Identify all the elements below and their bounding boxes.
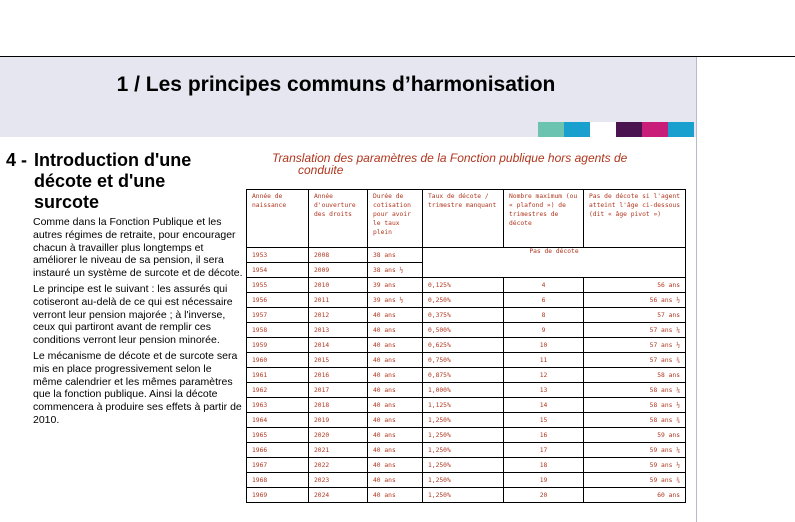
cell-pas-de-decote: Pas de décote — [423, 248, 686, 278]
cell-age-pivot: 59 ans ½ — [584, 458, 686, 473]
cell-annee-ouverture: 2020 — [309, 428, 368, 443]
cell-duree-cotisation: 40 ans — [368, 353, 423, 368]
cell-nombre-maximum: 6 — [504, 293, 584, 308]
cell-taux-decote: 0,125% — [423, 278, 504, 293]
cell-age-pivot: 60 ans — [584, 488, 686, 503]
cell-age-pivot: 57 ans ¼ — [584, 323, 686, 338]
cell-duree-cotisation: 39 ans — [368, 278, 423, 293]
cell-duree-cotisation: 40 ans — [368, 308, 423, 323]
cell-annee-ouverture: 2023 — [309, 473, 368, 488]
cell-age-pivot: 58 ans ¼ — [584, 383, 686, 398]
cell-taux-decote: 1,250% — [423, 443, 504, 458]
cell-nombre-maximum: 19 — [504, 473, 584, 488]
cell-taux-decote: 1,250% — [423, 428, 504, 443]
table-row — [247, 323, 686, 338]
cell-nombre-maximum: 16 — [504, 428, 584, 443]
table-caption-line-1: Translation des paramètres de la Fonction publique hors agents de — [272, 151, 628, 165]
cell-taux-decote: 1,125% — [423, 398, 504, 413]
table-row — [247, 308, 686, 323]
table-row — [247, 368, 686, 383]
table-caption — [272, 152, 692, 176]
cell-nombre-maximum: 10 — [504, 338, 584, 353]
table-row — [247, 473, 686, 488]
slide-title: 1 / Les principes communs d’harmonisation — [116, 73, 556, 96]
cell-taux-decote: 0,375% — [423, 308, 504, 323]
cell-annee-ouverture: 2019 — [309, 413, 368, 428]
header-annee-naissance: Année de naissance — [247, 190, 309, 248]
cell-age-pivot: 59 ans ¾ — [584, 473, 686, 488]
cell-taux-decote: 1,000% — [423, 383, 504, 398]
cell-annee-naissance: 1965 — [247, 428, 309, 443]
cell-annee-naissance: 1967 — [247, 458, 309, 473]
cell-age-pivot: 58 ans ¾ — [584, 413, 686, 428]
table-header-row — [247, 190, 686, 248]
cell-annee-ouverture: 2018 — [309, 398, 368, 413]
cell-annee-ouverture: 2022 — [309, 458, 368, 473]
cell-annee-ouverture: 2015 — [309, 353, 368, 368]
table-row — [247, 278, 686, 293]
header-nombre-maximum: Nombre maximum (ou « plafond ») de trimestres de décote — [504, 190, 584, 248]
cell-annee-naissance: 1954 — [247, 263, 309, 278]
header-duree-cotisation: Durée de cotisation pour avoir le taux plein — [368, 190, 423, 248]
cell-duree-cotisation: 40 ans — [368, 368, 423, 383]
cell-duree-cotisation: 40 ans — [368, 488, 423, 503]
cell-annee-ouverture: 2009 — [309, 263, 368, 278]
cell-duree-cotisation: 39 ans ½ — [368, 293, 423, 308]
cell-annee-naissance: 1959 — [247, 338, 309, 353]
header-taux-decote: Taux de décote / trimestre manquant — [423, 190, 504, 248]
cell-taux-decote: 1,250% — [423, 458, 504, 473]
cell-duree-cotisation: 38 ans ½ — [368, 263, 423, 278]
cell-annee-ouverture: 2008 — [309, 248, 368, 263]
table-row — [247, 353, 686, 368]
cell-nombre-maximum: 20 — [504, 488, 584, 503]
cell-annee-ouverture: 2024 — [309, 488, 368, 503]
cell-duree-cotisation: 40 ans — [368, 458, 423, 473]
cell-duree-cotisation: 40 ans — [368, 338, 423, 353]
cell-taux-decote: 0,875% — [423, 368, 504, 383]
intro-paragraph: Le mécanisme de décote et de surcote sera mis en place progressivement selon le même calendrier et les mêmes paramètres que la fonction publique. Ainsi la décote commencera à produire ses effets à partir de 2010. — [33, 349, 242, 426]
parameters-table — [246, 189, 686, 503]
cell-taux-decote: 0,750% — [423, 353, 504, 368]
cell-taux-decote: 0,625% — [423, 338, 504, 353]
cell-nombre-maximum: 14 — [504, 398, 584, 413]
cell-annee-naissance: 1964 — [247, 413, 309, 428]
cell-age-pivot: 56 ans ½ — [584, 293, 686, 308]
cell-annee-ouverture: 2017 — [309, 383, 368, 398]
cell-duree-cotisation: 40 ans — [368, 383, 423, 398]
cell-annee-naissance: 1960 — [247, 353, 309, 368]
accent-swatches — [538, 122, 694, 137]
cell-taux-decote: 1,250% — [423, 413, 504, 428]
table-caption-line-2: conduite — [298, 163, 344, 177]
cell-nombre-maximum: 11 — [504, 353, 584, 368]
cell-age-pivot: 58 ans ½ — [584, 398, 686, 413]
cell-annee-ouverture: 2014 — [309, 338, 368, 353]
table-row — [247, 488, 686, 503]
cell-nombre-maximum: 9 — [504, 323, 584, 338]
cell-age-pivot: 57 ans — [584, 308, 686, 323]
accent-swatch — [668, 122, 694, 137]
cell-annee-naissance: 1966 — [247, 443, 309, 458]
cell-duree-cotisation: 40 ans — [368, 398, 423, 413]
cell-age-pivot: 59 ans ¼ — [584, 443, 686, 458]
cell-age-pivot: 58 ans — [584, 368, 686, 383]
table-row — [247, 338, 686, 353]
cell-annee-naissance: 1968 — [247, 473, 309, 488]
cell-duree-cotisation: 38 ans — [368, 248, 423, 263]
cell-annee-naissance: 1969 — [247, 488, 309, 503]
intro-paragraph: Le principe est le suivant : les assurés qui cotiseront au-delà de ce qui est nécessaire verront leur pension majorée ; à l'inverse, ceux qui partiront avant de remplir ces conditions verront leur pension minorée. — [33, 282, 233, 347]
accent-swatch — [616, 122, 642, 137]
cell-age-pivot: 59 ans — [584, 428, 686, 443]
table-row — [247, 458, 686, 473]
cell-annee-naissance: 1955 — [247, 278, 309, 293]
cell-age-pivot: 56 ans — [584, 278, 686, 293]
cell-nombre-maximum: 15 — [504, 413, 584, 428]
cell-annee-ouverture: 2010 — [309, 278, 368, 293]
table-row — [247, 398, 686, 413]
section-title: Introduction d'une décote et d'une surcote — [34, 150, 192, 212]
cell-duree-cotisation: 40 ans — [368, 473, 423, 488]
cell-age-pivot: 57 ans ½ — [584, 338, 686, 353]
table-row — [247, 413, 686, 428]
cell-annee-naissance: 1961 — [247, 368, 309, 383]
cell-annee-ouverture: 2016 — [309, 368, 368, 383]
cell-nombre-maximum: 12 — [504, 368, 584, 383]
cell-annee-naissance: 1963 — [247, 398, 309, 413]
accent-swatch — [590, 122, 616, 137]
header-age-pivot: Pas de décote si l'agent atteint l'âge ci-dessous (dit « âge pivot ») — [584, 190, 686, 248]
cell-taux-decote: 0,500% — [423, 323, 504, 338]
cell-taux-decote: 0,250% — [423, 293, 504, 308]
cell-nombre-maximum: 8 — [504, 308, 584, 323]
cell-nombre-maximum: 4 — [504, 278, 584, 293]
cell-annee-naissance: 1957 — [247, 308, 309, 323]
right-divider — [696, 57, 697, 522]
cell-nombre-maximum: 13 — [504, 383, 584, 398]
section-number: 4 - — [6, 150, 28, 170]
header-annee-ouverture: Année d'ouverture des droits — [309, 190, 368, 248]
accent-swatch — [538, 122, 564, 137]
cell-nombre-maximum: 18 — [504, 458, 584, 473]
table-row — [247, 443, 686, 458]
cell-taux-decote: 1,250% — [423, 488, 504, 503]
intro-text — [33, 216, 243, 430]
cell-duree-cotisation: 40 ans — [368, 413, 423, 428]
table-row — [247, 428, 686, 443]
table-row — [247, 293, 686, 308]
cell-age-pivot: 57 ans ¾ — [584, 353, 686, 368]
accent-swatch — [564, 122, 590, 137]
cell-annee-ouverture: 2011 — [309, 293, 368, 308]
cell-annee-naissance: 1956 — [247, 293, 309, 308]
cell-duree-cotisation: 40 ans — [368, 323, 423, 338]
cell-taux-decote: 1,250% — [423, 473, 504, 488]
cell-annee-naissance: 1962 — [247, 383, 309, 398]
cell-duree-cotisation: 40 ans — [368, 443, 423, 458]
intro-paragraph: Comme dans la Fonction Publique et les autres régimes de retraite, pour encourager chacun à travailler plus longtemps et améliorer le niveau de sa pension, il sera instauré un système de surcote et de décote. — [33, 216, 243, 280]
table-row — [247, 248, 686, 263]
cell-annee-naissance: 1953 — [247, 248, 309, 263]
cell-duree-cotisation: 40 ans — [368, 428, 423, 443]
cell-annee-ouverture: 2013 — [309, 323, 368, 338]
cell-annee-ouverture: 2012 — [309, 308, 368, 323]
cell-annee-naissance: 1958 — [247, 323, 309, 338]
accent-swatch — [642, 122, 668, 137]
cell-annee-ouverture: 2021 — [309, 443, 368, 458]
table-row — [247, 383, 686, 398]
cell-nombre-maximum: 17 — [504, 443, 584, 458]
